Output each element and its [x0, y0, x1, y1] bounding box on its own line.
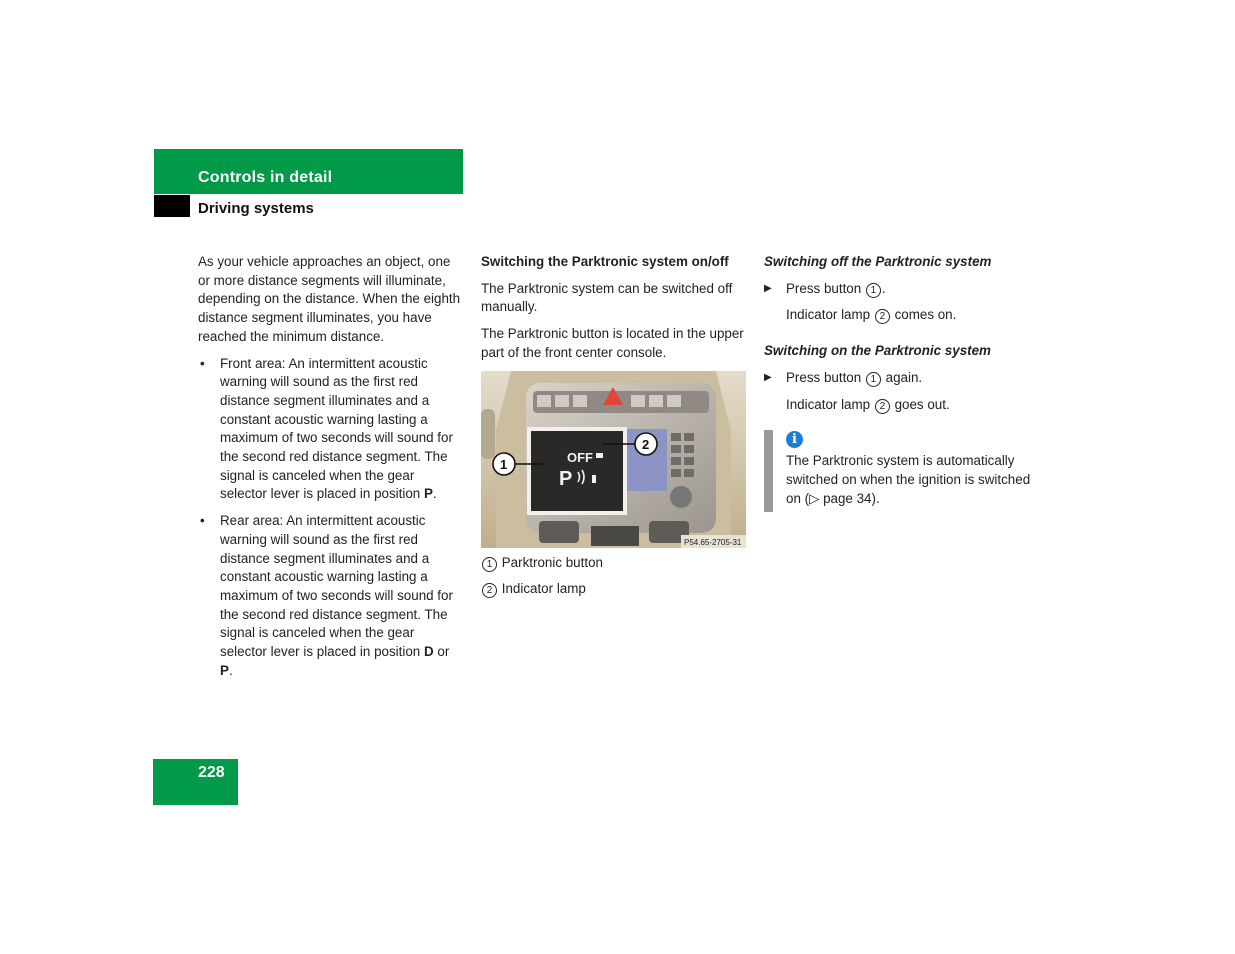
gear-position: P	[220, 662, 229, 678]
info-note	[764, 430, 1034, 508]
page-number: 228	[198, 764, 225, 781]
figure-caption: 2 Indicator lamp	[481, 580, 747, 599]
list-item-text: Front area: An intermittent acoustic warning will sound as the first red distance segment illuminates and a constant acoustic warning lasting a maximum of two seconds will sound for the second red distance segment. The signal is canceled when the gear selector lever is placed in position	[220, 355, 453, 502]
subsection-title: Driving systems	[198, 200, 314, 217]
callout-number: 1	[866, 372, 881, 387]
intro-paragraph: As your vehicle approaches an object, one or more distance segments will illuminate, depending on the distance. When the eighth distance segment illuminates, you have reached the minimum distance.	[198, 254, 461, 344]
callout-number: 2	[482, 583, 497, 598]
callout-1: 1	[500, 456, 508, 472]
callout-number: 1	[482, 557, 497, 572]
info-bar	[764, 430, 773, 512]
gear-position: P	[423, 486, 433, 502]
page-number-band	[153, 759, 238, 805]
paragraph: The Parktronic button is located in the upper part of the front center console.	[481, 326, 744, 360]
callout-number: 2	[875, 399, 890, 414]
list-item-front: • Front area: An intermittent acoustic warning will sound as the first red distance segment illuminates and a constant acoustic warning lasting a maximum of two seconds will sound for the second red distance segment. The signal is canceled when the gear selector lever is placed in position P.	[200, 355, 453, 502]
button-label: OFF	[567, 449, 593, 465]
procedure-step: ▶ Press button 1 .	[764, 280, 1034, 299]
list-item-text: Rear area: An intermittent acoustic warning will sound as the first red distance segment illuminates and a constant acoustic warning lasting a maximum of two seconds will sound for the second red distance segment. The signal is canceled when the gear selector lever is placed in position	[220, 513, 453, 660]
info-icon: i	[786, 431, 803, 448]
section-title: Controls in detail	[198, 169, 333, 186]
bullet-icon: •	[200, 513, 205, 529]
center-console-illustration	[481, 371, 746, 548]
callout-number: 1	[866, 283, 881, 298]
procedure-heading-off: Switching off the Parktronic system	[764, 254, 992, 269]
callout-number: 2	[875, 309, 890, 324]
figure-caption: 1 Parktronic button	[481, 554, 747, 573]
bullet-icon: •	[200, 355, 205, 371]
callout-2: 2	[642, 436, 650, 452]
column-left	[198, 253, 464, 688]
subsection-marker	[154, 195, 190, 217]
list-item-rear: • Rear area: An intermittent acoustic warning will sound as the first red distance segment illuminates and a constant acoustic warning lasting a maximum of two seconds will sound for the second red distance segment. The signal is canceled when the gear selector lever is placed in position D or P.	[200, 513, 453, 678]
section-heading: Switching the Parktronic system on/off	[481, 254, 729, 269]
paragraph: The Parktronic system can be switched off manually.	[481, 280, 733, 315]
gear-position: D	[423, 644, 434, 660]
console-photo-graphic	[481, 371, 746, 548]
column-middle	[481, 253, 747, 607]
parktronic-symbol: P	[559, 467, 573, 490]
arrow-right-icon: ▶	[764, 371, 772, 383]
column-right	[764, 253, 1034, 508]
procedure-result: Indicator lamp 2 goes out.	[786, 396, 950, 412]
info-text: The Parktronic system is automatically switched on when the ignition is switched on (▷ page 34).	[786, 453, 1031, 506]
procedure-result: Indicator lamp 2 comes on.	[786, 307, 957, 323]
warning-list	[198, 355, 464, 681]
procedure-heading-on: Switching on the Parktronic system	[764, 343, 991, 359]
arrow-right-icon: ▶	[764, 282, 772, 294]
figure-code: P54.65-2705-31	[684, 537, 742, 547]
procedure-step: ▶ Press button 1 again.	[764, 369, 1034, 388]
